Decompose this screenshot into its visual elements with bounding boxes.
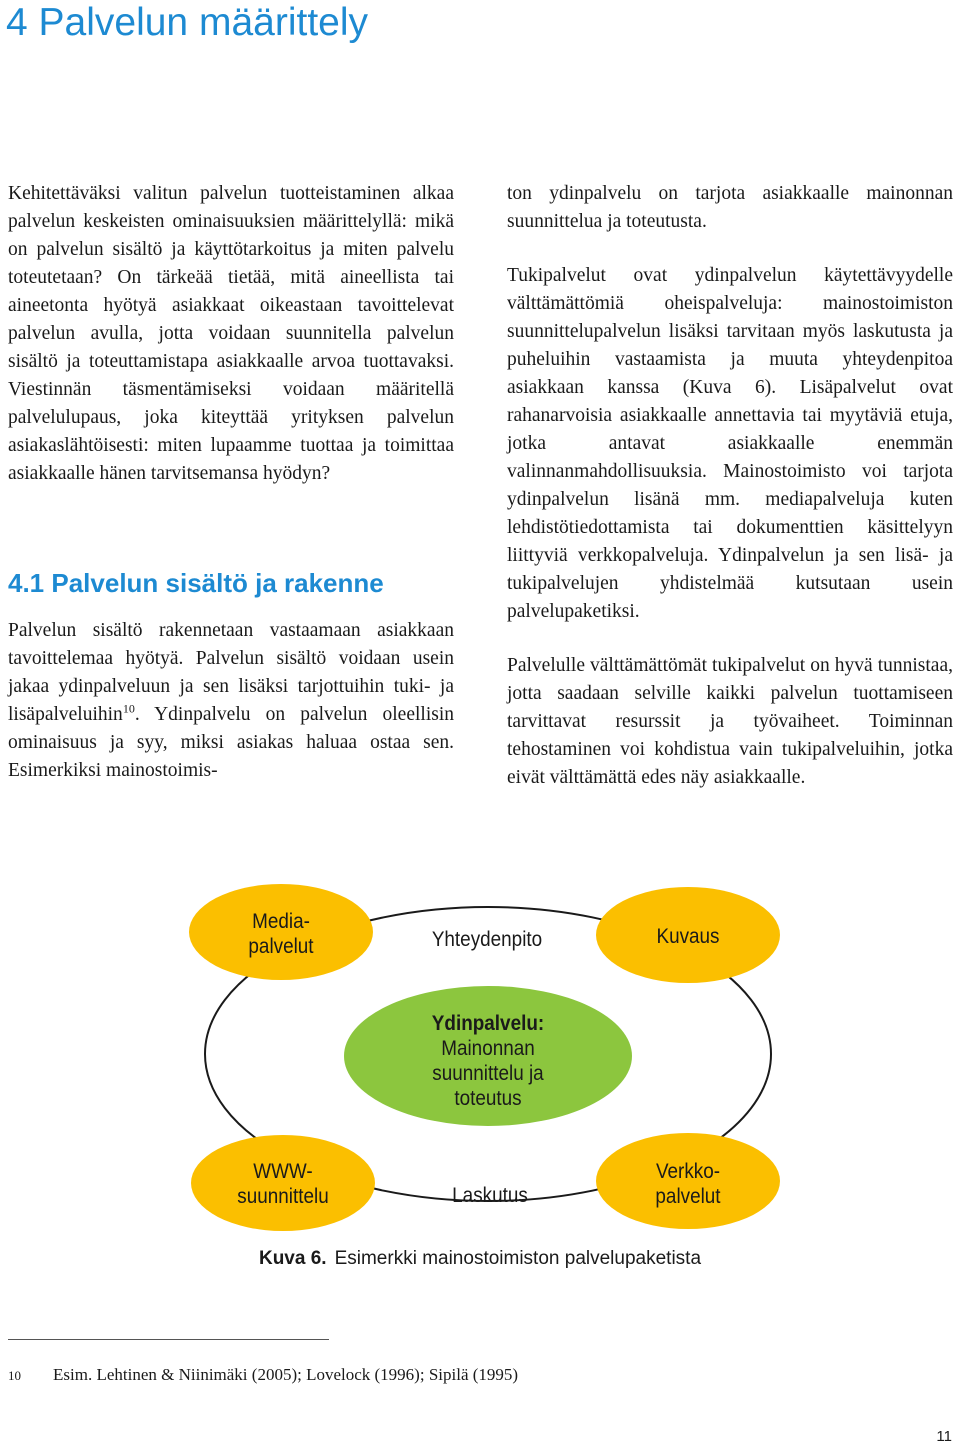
intro-paragraph: Kehitettäväksi valitun palvelun tuotteistaminen alkaa palvelun keskeisten ominaisuuksien määrittelyllä: mikä on palvelun sisältö ja käyttötarkoitus ja miten palvelu toteutetaan? On tärkeää tietää, mitä aineellista tai aineetonta hyötyä asiakkaat oikeastaan tavoittelevat palvelun avulla, jotta voidaan suunnitella palvelun sisältö ja toteuttamistapa asiakkaalle arvoa tuottavaksi. Viestinnän täsmentämiseksi voidaan määritellä palvelulupaus, joka kiteyttää yrityksen palvelun asiakaslähtöisesti: miten lupaamme tuottaa ja toimittaa asiakkaalle hänen tarvitsemansa hyödyn?: [8, 183, 454, 484]
footnote-number: 10: [8, 1368, 21, 1383]
footnote: [8, 1364, 518, 1387]
figure-caption-prefix: Kuva 6.: [258, 1248, 327, 1269]
www-label-text: WWW- suunnittelu: [237, 1160, 329, 1208]
section-heading: 4.1 Palvelun sisältö ja rakenne: [8, 568, 384, 598]
figure-caption: [0, 1247, 960, 1271]
continuation-paragraph: ton ydinpalvelu on tarjota asiakkaalle mainonnan suunnittelua ja toteutusta.: [507, 183, 953, 232]
footnote-reference[interactable]: 10: [122, 701, 135, 716]
www-label: [193, 1159, 373, 1209]
yhteydenpito-label-text: Yhteydenpito: [431, 928, 543, 951]
kuvaus-label-text: Kuvaus: [656, 925, 720, 948]
footnote-text: Esim. Lehtinen & Niinimäki (2005); Lovelock (1996); Sipilä (1995): [53, 1365, 519, 1384]
verkko-label-text: Verkko- palvelut: [655, 1160, 721, 1208]
essential-services-paragraph: Palvelulle välttämättömät tukipalvelut on hyvä tunnistaa, jotta saadaan selville kaikki palvelun tuottamiseen tarvittavat resurssit ja työvaiheet. Toiminnan tehostaminen voi kohdistua vain tukipalveluihin, jotka eivät välttämättä edes näy asiakkaalle.: [507, 655, 953, 788]
footnote-divider: [8, 1339, 329, 1340]
support-services-paragraph: Tukipalvelut ovat ydinpalvelun käytettävyydelle välttämättömiä oheispalveluja: mainostoimiston suunnittelupalvelun lisäksi tarvitaan myös laskutusta ja puheluihin vastaamista ja muuta yhteydenpitoa asiakkaan kanssa (Kuva 6). Lisäpalvelut ovat rahanarvoisia asiakkaalle annettavia tai myytäviä etuja, jotka antavat asiakkaalle enemmän valinnanmahdollisuuksia. Mainostoimisto voi tarjota ydinpalvelun lisänä mm. mediapalveluja kuten lehdistötiedottamista tai dokumenttien käsittelyyn liittyviä verkkopalveluja. Ydinpalvelun ja sen lisä- ja tukipalvelujen yhdistelmää kutsutaan usein palvelupaketiksi.: [507, 265, 953, 622]
verkko-label: [598, 1159, 778, 1209]
page-number: 11: [936, 1428, 952, 1445]
content-paragraph: [8, 617, 454, 785]
laskutus-label: [400, 1183, 580, 1208]
right-column: [507, 180, 953, 792]
left-column: [8, 180, 454, 785]
content-paragraph-start: Palvelun sisältö rakennetaan vastaamaan asiakkaan tavoittelemaa hyötyä. Palvelun sisältö voidaan usein jakaa ydinpalveluun ja sen lisäksi tarjottuihin tuki- ja lisäpalveluihin: [8, 620, 454, 725]
content-paragraph-end: . Ydinpalvelu on palvelun oleellisin ominaisuus ja syy, miksi asiakas haluaa ostaa sen. Esimerkiksi mainostoimis-: [8, 704, 454, 781]
laskutus-label-text: Laskutus: [452, 1184, 528, 1207]
kuvaus-label: [598, 924, 778, 949]
core-service-body: Mainonnan suunnittelu ja toteutus: [432, 1037, 544, 1110]
media-label-text: Media- palvelut: [248, 910, 314, 958]
yhteydenpito-label: [397, 927, 577, 952]
media-label: [191, 909, 371, 959]
figure-caption-text: Esimerkki mainostoimiston palvelupaketista: [334, 1248, 702, 1269]
core-service-label: [398, 1011, 578, 1111]
chapter-title: 4 Palvelun määrittely: [6, 1, 369, 44]
core-service-title: Ydinpalvelu:: [431, 1012, 545, 1035]
service-package-diagram: [0, 880, 960, 1300]
